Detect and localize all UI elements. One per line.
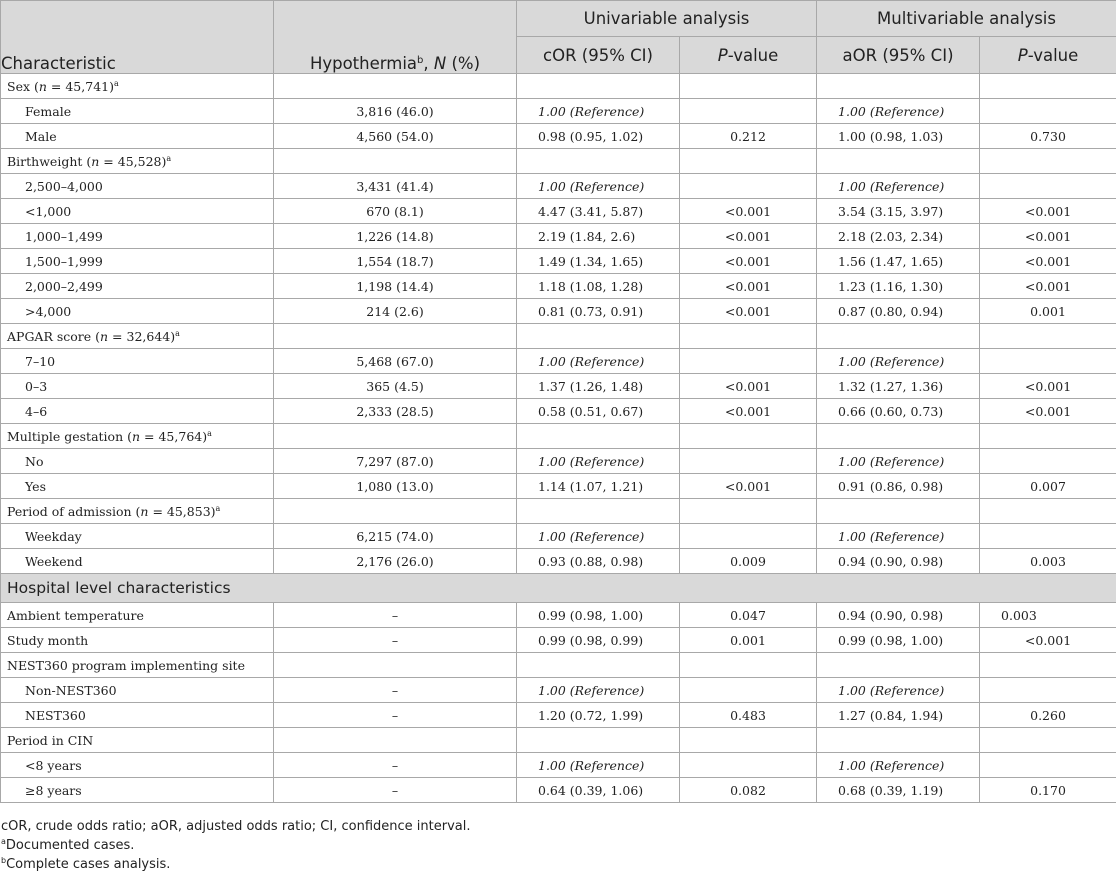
subcategory-label: Weekend [1, 549, 274, 574]
empty-cell [517, 74, 680, 99]
subcategory-label: Male [1, 124, 274, 149]
hypothermia-value: 365 (4.5) [274, 374, 517, 399]
cor-pvalue [680, 449, 817, 474]
cor-value: 1.20 (0.72, 1.99) [517, 703, 680, 728]
cor-value: 1.00 (Reference) [517, 753, 680, 778]
aor-pvalue: 0.003 [980, 603, 1116, 628]
aor-value: 0.94 (0.90, 0.98) [817, 549, 980, 574]
hypothermia-value: 1,226 (14.8) [274, 224, 517, 249]
empty-cell [817, 499, 980, 524]
aor-value: 0.99 (0.98, 1.00) [817, 628, 980, 653]
cor-value: 1.00 (Reference) [517, 449, 680, 474]
category-label: NEST360 program implementing site [1, 653, 274, 678]
cor-value: 1.14 (1.07, 1.21) [517, 474, 680, 499]
aor-value: 0.68 (0.39, 1.19) [817, 778, 980, 803]
table-row [1, 628, 1116, 653]
cor-pvalue [680, 349, 817, 374]
hypothermia-value: 7,297 (87.0) [274, 449, 517, 474]
empty-cell [980, 424, 1116, 449]
table-footnotes [0, 817, 1116, 874]
cor-pvalue: 0.047 [680, 603, 817, 628]
cor-value: 0.99 (0.98, 0.99) [517, 628, 680, 653]
aor-value: 3.54 (3.15, 3.97) [817, 199, 980, 224]
aor-value: 0.87 (0.80, 0.94) [817, 299, 980, 324]
empty-cell [680, 149, 817, 174]
table-row [1, 474, 1116, 499]
table-row [1, 374, 1116, 399]
subcategory-label: 1,500–1,999 [1, 249, 274, 274]
empty-cell [274, 424, 517, 449]
cor-pvalue [680, 524, 817, 549]
table-row [1, 653, 1116, 678]
table-body [1, 74, 1116, 803]
subcategory-label: Weekday [1, 524, 274, 549]
empty-cell [680, 499, 817, 524]
footnote-a: $^a$Documented cases. [1, 836, 1116, 855]
empty-cell [517, 324, 680, 349]
aor-value: 1.00 (Reference) [817, 449, 980, 474]
aor-value: 0.66 (0.60, 0.73) [817, 399, 980, 424]
cor-value: 2.19 (1.84, 2.6) [517, 224, 680, 249]
table-row [1, 703, 1116, 728]
empty-cell [274, 324, 517, 349]
subcategory-label: 2,000–2,499 [1, 274, 274, 299]
cor-value: 1.00 (Reference) [517, 174, 680, 199]
aor-value: 1.00 (Reference) [817, 99, 980, 124]
characteristic-label: Ambient temperature [1, 603, 274, 628]
subcategory-label: <8 years [1, 753, 274, 778]
aor-pvalue [980, 678, 1116, 703]
table-row [1, 728, 1116, 753]
header-aor: aOR (95% CI) [817, 37, 980, 74]
aor-value: 1.56 (1.47, 1.65) [817, 249, 980, 274]
aor-pvalue: 0.007 [980, 474, 1116, 499]
aor-pvalue: <0.001 [980, 628, 1116, 653]
header-hypothermia: Hypothermia$^b$, N (%) [274, 1, 517, 74]
cor-pvalue [680, 678, 817, 703]
header-cor-pvalue: P-value [680, 37, 817, 74]
empty-cell [817, 149, 980, 174]
cor-pvalue: <0.001 [680, 274, 817, 299]
subcategory-label: 2,500–4,000 [1, 174, 274, 199]
hypothermia-value: – [274, 753, 517, 778]
table-row [1, 224, 1116, 249]
table-row [1, 399, 1116, 424]
cor-value: 1.00 (Reference) [517, 349, 680, 374]
cor-value: 0.81 (0.73, 0.91) [517, 299, 680, 324]
table-row [1, 753, 1116, 778]
subcategory-label: 4–6 [1, 399, 274, 424]
empty-cell [980, 74, 1116, 99]
empty-cell [817, 74, 980, 99]
cor-value: 1.00 (Reference) [517, 99, 680, 124]
subcategory-label: Yes [1, 474, 274, 499]
cor-value: 0.93 (0.88, 0.98) [517, 549, 680, 574]
empty-cell [980, 728, 1116, 753]
cor-pvalue: <0.001 [680, 374, 817, 399]
cor-value: 0.99 (0.98, 1.00) [517, 603, 680, 628]
empty-cell [517, 149, 680, 174]
footnote-abbreviations: cOR, crude odds ratio; aOR, adjusted odds ratio; CI, confidence interval. [1, 817, 1116, 836]
cor-value: 1.49 (1.34, 1.65) [517, 249, 680, 274]
empty-cell [274, 149, 517, 174]
aor-pvalue: 0.260 [980, 703, 1116, 728]
aor-value: 0.94 (0.90, 0.98) [817, 603, 980, 628]
table-row [1, 499, 1116, 524]
cor-pvalue: 0.009 [680, 549, 817, 574]
empty-cell [980, 499, 1116, 524]
cor-pvalue: <0.001 [680, 399, 817, 424]
header-multivariable: Multivariable analysis [817, 1, 1116, 37]
table-row [1, 549, 1116, 574]
category-label: Period in CIN [1, 728, 274, 753]
cor-pvalue: 0.483 [680, 703, 817, 728]
subcategory-label: 1,000–1,499 [1, 224, 274, 249]
hypothermia-value: 4,560 (54.0) [274, 124, 517, 149]
aor-pvalue: 0.730 [980, 124, 1116, 149]
cor-pvalue: 0.001 [680, 628, 817, 653]
cor-value: 1.00 (Reference) [517, 524, 680, 549]
subcategory-label: ≥8 years [1, 778, 274, 803]
table-row [1, 199, 1116, 224]
empty-cell [817, 653, 980, 678]
subcategory-label: No [1, 449, 274, 474]
aor-pvalue [980, 99, 1116, 124]
hypothermia-value: 1,554 (18.7) [274, 249, 517, 274]
aor-value: 1.00 (Reference) [817, 753, 980, 778]
empty-cell [517, 424, 680, 449]
aor-value: 2.18 (2.03, 2.34) [817, 224, 980, 249]
cor-pvalue [680, 753, 817, 778]
subcategory-label: <1,000 [1, 199, 274, 224]
aor-value: 0.91 (0.86, 0.98) [817, 474, 980, 499]
table-row [1, 74, 1116, 99]
table-row [1, 778, 1116, 803]
empty-cell [274, 728, 517, 753]
empty-cell [274, 653, 517, 678]
hypothermia-value: 214 (2.6) [274, 299, 517, 324]
empty-cell [680, 424, 817, 449]
cor-pvalue [680, 174, 817, 199]
aor-pvalue [980, 524, 1116, 549]
empty-cell [817, 324, 980, 349]
category-label: Birthweight (n = 45,528)$^a$ [1, 149, 274, 174]
cor-value: 1.18 (1.08, 1.28) [517, 274, 680, 299]
empty-cell [817, 728, 980, 753]
aor-value: 1.23 (1.16, 1.30) [817, 274, 980, 299]
aor-value: 1.27 (0.84, 1.94) [817, 703, 980, 728]
cor-value: 1.00 (Reference) [517, 678, 680, 703]
category-label: Multiple gestation (n = 45,764)$^a$ [1, 424, 274, 449]
cor-value: 0.98 (0.95, 1.02) [517, 124, 680, 149]
header-cor: cOR (95% CI) [517, 37, 680, 74]
aor-pvalue: 0.170 [980, 778, 1116, 803]
aor-value: 1.00 (Reference) [817, 524, 980, 549]
aor-pvalue: <0.001 [980, 374, 1116, 399]
table-row [1, 349, 1116, 374]
header-univariable: Univariable analysis [517, 1, 817, 37]
hypothermia-value: – [274, 778, 517, 803]
cor-pvalue: <0.001 [680, 299, 817, 324]
hypothermia-value: – [274, 678, 517, 703]
cor-pvalue: 0.212 [680, 124, 817, 149]
table-row [1, 603, 1116, 628]
aor-pvalue: <0.001 [980, 274, 1116, 299]
empty-cell [680, 74, 817, 99]
table-row [1, 574, 1116, 603]
hypothermia-value: 6,215 (74.0) [274, 524, 517, 549]
subcategory-label: 7–10 [1, 349, 274, 374]
category-label: APGAR score (n = 32,644)$^a$ [1, 324, 274, 349]
footnote-b: $^b$Complete cases analysis. [1, 855, 1116, 874]
aor-pvalue [980, 753, 1116, 778]
table-row [1, 174, 1116, 199]
empty-cell [680, 653, 817, 678]
empty-cell [980, 653, 1116, 678]
category-label: Period of admission (n = 45,853)$^a$ [1, 499, 274, 524]
subcategory-label: Female [1, 99, 274, 124]
aor-value: 1.00 (Reference) [817, 349, 980, 374]
header-characteristic: Characteristic [1, 1, 274, 74]
table-row [1, 124, 1116, 149]
aor-value: 1.00 (Reference) [817, 174, 980, 199]
table-row [1, 299, 1116, 324]
table-row [1, 424, 1116, 449]
characteristic-label: Study month [1, 628, 274, 653]
hypothermia-value: – [274, 603, 517, 628]
cor-pvalue: 0.082 [680, 778, 817, 803]
empty-cell [980, 324, 1116, 349]
subcategory-label: >4,000 [1, 299, 274, 324]
cor-pvalue: <0.001 [680, 474, 817, 499]
cor-value: 0.58 (0.51, 0.67) [517, 399, 680, 424]
aor-value: 1.32 (1.27, 1.36) [817, 374, 980, 399]
hypothermia-value: 1,080 (13.0) [274, 474, 517, 499]
empty-cell [980, 149, 1116, 174]
table-row [1, 99, 1116, 124]
cor-pvalue [680, 99, 817, 124]
cor-value: 1.37 (1.26, 1.48) [517, 374, 680, 399]
empty-cell [274, 74, 517, 99]
aor-pvalue: 0.003 [980, 549, 1116, 574]
aor-pvalue: <0.001 [980, 224, 1116, 249]
empty-cell [517, 499, 680, 524]
hypothermia-value: 670 (8.1) [274, 199, 517, 224]
hypothermia-value: 2,176 (26.0) [274, 549, 517, 574]
hypothermia-value: – [274, 703, 517, 728]
hypothermia-value: 5,468 (67.0) [274, 349, 517, 374]
subcategory-label: Non-NEST360 [1, 678, 274, 703]
aor-pvalue [980, 449, 1116, 474]
aor-value: 1.00 (Reference) [817, 678, 980, 703]
empty-cell [517, 653, 680, 678]
aor-pvalue [980, 174, 1116, 199]
aor-pvalue [980, 349, 1116, 374]
category-label: Sex (n = 45,741)$^a$ [1, 74, 274, 99]
hypothermia-value: 3,431 (41.4) [274, 174, 517, 199]
table-row [1, 449, 1116, 474]
cor-pvalue: <0.001 [680, 199, 817, 224]
cor-value: 0.64 (0.39, 1.06) [517, 778, 680, 803]
section-header: Hospital level characteristics [1, 574, 1116, 603]
aor-pvalue: <0.001 [980, 399, 1116, 424]
empty-cell [817, 424, 980, 449]
cor-value: 4.47 (3.41, 5.87) [517, 199, 680, 224]
subcategory-label: NEST360 [1, 703, 274, 728]
subcategory-label: 0–3 [1, 374, 274, 399]
empty-cell [680, 728, 817, 753]
table-row [1, 274, 1116, 299]
aor-value: 1.00 (0.98, 1.03) [817, 124, 980, 149]
table-row [1, 524, 1116, 549]
table-row [1, 149, 1116, 174]
aor-pvalue: <0.001 [980, 249, 1116, 274]
hypothermia-value: 3,816 (46.0) [274, 99, 517, 124]
aor-pvalue: 0.001 [980, 299, 1116, 324]
empty-cell [517, 728, 680, 753]
table-row [1, 324, 1116, 349]
hypothermia-value: 2,333 (28.5) [274, 399, 517, 424]
cor-pvalue: <0.001 [680, 249, 817, 274]
hypothermia-value: 1,198 (14.4) [274, 274, 517, 299]
table-row [1, 249, 1116, 274]
hypothermia-value: – [274, 628, 517, 653]
empty-cell [680, 324, 817, 349]
header-aor-pvalue: P-value [980, 37, 1116, 74]
cor-pvalue: <0.001 [680, 224, 817, 249]
table-row [1, 678, 1116, 703]
aor-pvalue: <0.001 [980, 199, 1116, 224]
empty-cell [274, 499, 517, 524]
